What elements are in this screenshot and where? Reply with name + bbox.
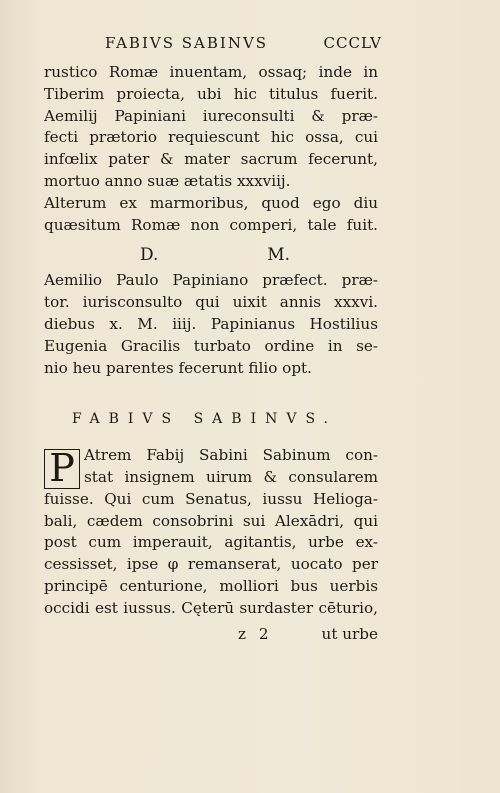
inscription-line: tor. iurisconsulto qui uixit annis xxxvi. bbox=[44, 293, 378, 312]
text-line: fuisse. Qui cum Senatus, iussu Helioga- bbox=[44, 489, 378, 508]
text-line: Atrem Fabij Sabini Sabinum con- bbox=[84, 446, 378, 465]
text-line: Aemilij Papiniani iureconsulti & præ- bbox=[44, 106, 378, 125]
text-line: post cum imperauit, agitantis, urbe ex- bbox=[44, 533, 378, 552]
text-line: occidi est iussus. Cęterū surdaster cēturio, bbox=[44, 598, 378, 617]
text-line: fecti prætorio requiescunt hic ossa, cui bbox=[44, 128, 378, 147]
inscription-line: Aemilio Paulo Papiniano præfect. præ- bbox=[44, 271, 378, 290]
running-title: FABIVS SABINVS bbox=[105, 34, 269, 52]
folio-number: CCCLV bbox=[323, 34, 382, 52]
section-title: FABIVS SABINVS. bbox=[72, 411, 337, 428]
text-line: bali, cædem consobrini sui Alexādri, qui bbox=[44, 511, 378, 530]
drop-cap: P bbox=[44, 449, 80, 489]
paragraph-2 bbox=[44, 445, 378, 619]
dis-manibus-heading bbox=[140, 242, 290, 268]
dm-d: D. bbox=[140, 245, 159, 266]
inscription-line: Eugenia Gracilis turbato ordine in se- bbox=[44, 336, 378, 355]
paragraph-1 bbox=[44, 62, 378, 236]
text-line: Tiberim proiecta, ubi hic titulus fuerit. bbox=[44, 84, 378, 103]
inscription-line: nio heu parentes fecerunt filio opt. bbox=[44, 358, 312, 377]
dm-m: M. bbox=[267, 245, 290, 266]
page-footer bbox=[44, 624, 378, 646]
inscription bbox=[44, 270, 378, 379]
running-header bbox=[105, 34, 382, 52]
catchword: ut urbe bbox=[321, 624, 378, 643]
text-line: Alterum ex marmoribus, quod ego diu bbox=[44, 193, 378, 212]
inscription-line: diebus x. M. iiij. Papinianus Hostilius bbox=[44, 314, 378, 333]
text-block bbox=[44, 62, 378, 645]
text-line: mortuo anno suæ ætatis xxxviij. bbox=[44, 171, 291, 190]
text-line: rustico Romæ inuentam, ossaq; inde in bbox=[44, 63, 378, 81]
text-line: principē centurione, molliori bus uerbis bbox=[44, 576, 378, 595]
text-line: cessisset, ipse φ remanserat, uocato per bbox=[44, 555, 378, 574]
text-line: quæsitum Romæ non comperi, tale fuit. bbox=[44, 215, 378, 234]
text-line: stat insignem uirum & consularem bbox=[84, 467, 378, 486]
text-line: infœlix pater & mater sacrum fecerunt, bbox=[44, 150, 378, 169]
signature-mark: z 2 bbox=[238, 624, 273, 643]
